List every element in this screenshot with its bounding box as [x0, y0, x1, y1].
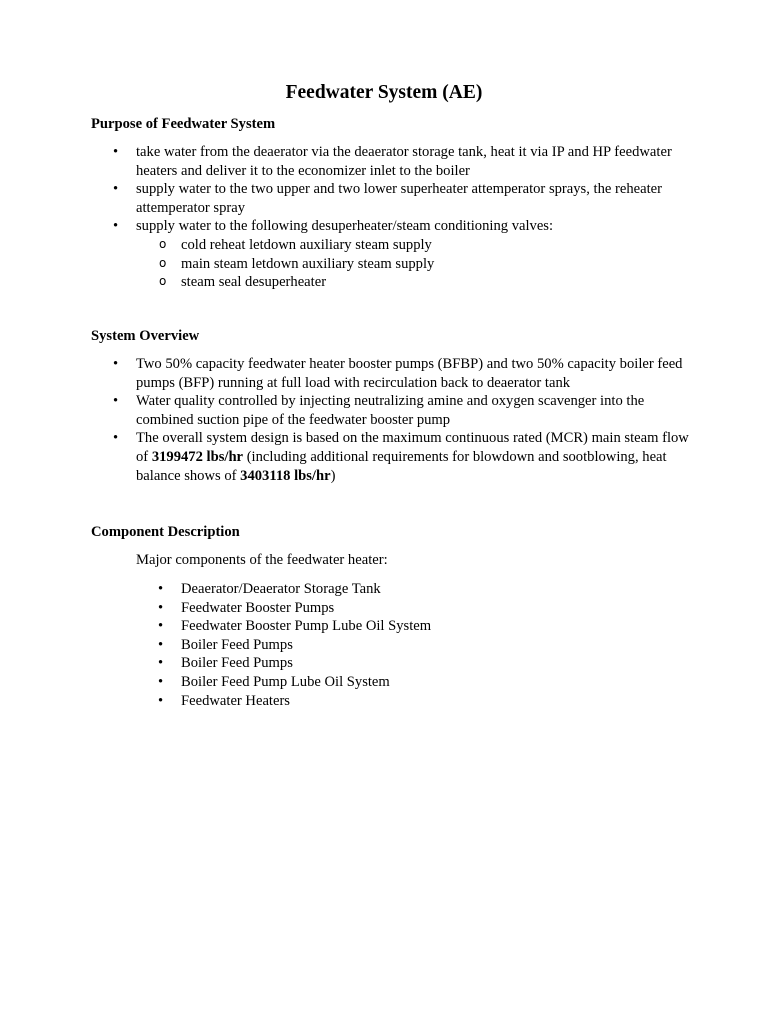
list-item-text: Deaerator/Deaerator Storage Tank	[181, 581, 381, 597]
sub-list-item-text: steam seal desuperheater	[181, 274, 327, 291]
sub-list-item	[136, 236, 691, 255]
bullet-icon: •	[113, 144, 119, 160]
list-item-text: Two 50% capacity feedwater heater booster pumps (BFBP) and two 50% capacity boiler feed pumps (BFP) running at full load with recirculation back to deaerator tank	[136, 356, 683, 391]
list-item-text: Boiler Feed Pump Lube Oil System	[181, 673, 390, 690]
purpose-sublist	[136, 236, 691, 292]
list-item-text: supply water to the following desuperheater/steam conditioning valves:	[136, 218, 554, 235]
list-item	[136, 617, 431, 636]
bullet-icon: •	[158, 692, 164, 709]
list-item-text: Water quality controlled by injecting neutralizing amine and oxygen scavenger into the combined suction pipe of the feedwater booster pump	[136, 393, 645, 428]
circle-bullet-icon: o	[159, 236, 167, 251]
list-item	[91, 429, 691, 485]
bullet-icon: •	[158, 655, 164, 672]
flow-value-mcr: 3199472 lbs/hr	[151, 448, 244, 465]
list-item-text: supply water to the two upper and two lower superheater attemperator sprays, the reheater attemperator spray	[136, 181, 662, 216]
list-item-text: Boiler Feed Pumps	[181, 655, 293, 672]
flow-value-heat-balance: 3403118 lbs/hr	[240, 467, 331, 484]
list-item-text: Feedwater Booster Pumps	[181, 599, 335, 616]
list-item-text: Feedwater Booster Pump Lube Oil System	[181, 618, 432, 635]
text-segment: (including additional requirements for blowdown and sootblowing, heat balance shows of	[136, 448, 667, 484]
bullet-icon: •	[158, 618, 164, 635]
list-item-text	[136, 430, 689, 483]
text-segment: The overall system design is based on the maximum continuous rated (MCR) main steam flow of	[136, 430, 689, 465]
list-item	[136, 673, 431, 692]
bullet-icon: •	[158, 636, 164, 653]
components-heading: Component Description	[91, 524, 240, 540]
overview-list	[91, 355, 691, 485]
list-item	[136, 580, 431, 599]
list-item-text: Boiler Feed Pumps	[181, 636, 293, 653]
list-item	[91, 355, 691, 392]
sub-list-item	[136, 255, 691, 274]
sub-list-item-text: main steam letdown auxiliary steam supply	[181, 255, 435, 272]
document-title: Feedwater System (AE)	[285, 82, 483, 103]
bullet-icon: •	[113, 430, 119, 447]
list-item	[91, 217, 691, 291]
circle-bullet-icon: o	[159, 274, 167, 289]
bullet-icon: •	[113, 356, 119, 372]
bullet-icon: •	[158, 581, 164, 597]
sub-list-item-text: cold reheat letdown auxiliary steam supply	[181, 236, 432, 253]
list-item	[136, 599, 431, 618]
sub-list-item	[136, 273, 691, 292]
purpose-list	[91, 143, 691, 292]
list-item	[91, 392, 691, 429]
bullet-icon: •	[113, 181, 119, 198]
text-segment: )	[330, 467, 336, 484]
list-item-text: take water from the deaerator via the deaerator storage tank, heat it via IP and HP feedwater heaters and deliver it to the economizer inlet to the boiler	[136, 144, 672, 179]
list-item	[136, 654, 431, 673]
list-item	[136, 692, 431, 711]
purpose-heading: Purpose of Feedwater System	[91, 116, 276, 132]
list-item	[91, 180, 691, 217]
bullet-icon: •	[158, 673, 164, 690]
overview-heading: System Overview	[91, 328, 200, 344]
components-list	[136, 580, 431, 710]
list-item	[136, 636, 431, 655]
list-item	[91, 143, 691, 180]
bullet-icon: •	[113, 218, 119, 235]
list-item-text: Feedwater Heaters	[181, 692, 290, 709]
bullet-icon: •	[158, 599, 164, 616]
bullet-icon: •	[113, 393, 119, 410]
circle-bullet-icon: o	[159, 255, 167, 270]
components-intro: Major components of the feedwater heater:	[136, 552, 388, 568]
